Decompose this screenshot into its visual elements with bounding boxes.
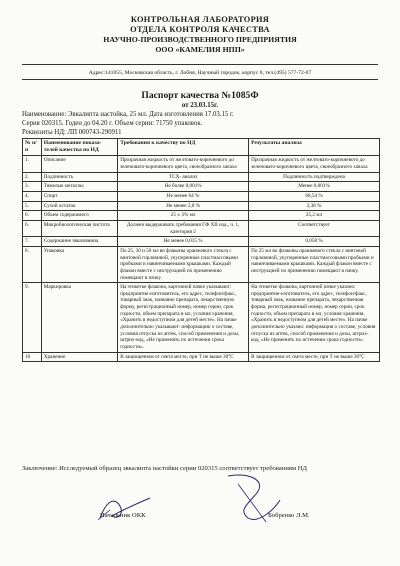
cell-num: 9. bbox=[23, 283, 42, 353]
cell-req: 25 ± 3% мл bbox=[118, 211, 249, 221]
table-row bbox=[23, 211, 380, 221]
cell-res: По 25 мл во флаконы оранжевого стекла с винтовой горловиной, укупоренные пластмассовыми пробками и навинчиваемыми крышками. Каждый флакон вместе с инструкцией по применению помещают в пачку. bbox=[249, 246, 380, 282]
signature-mark-icon bbox=[92, 492, 162, 524]
header-res: Результаты анализа bbox=[249, 139, 380, 156]
cell-req: В защищенном от света месте, при Т не выше 30°С bbox=[118, 352, 249, 362]
cell-name: Описание bbox=[41, 156, 117, 172]
cell-res: 68,54 % bbox=[249, 191, 380, 201]
header-line-2: ОТДЕЛА КОНТРОЛЯ КАЧЕСТВА bbox=[130, 25, 270, 34]
cell-req: Не менее 0,015 % bbox=[118, 237, 249, 247]
table-body bbox=[23, 156, 380, 362]
table-row bbox=[23, 220, 380, 236]
cell-num: 1. bbox=[23, 156, 42, 172]
address-divider bbox=[22, 79, 378, 80]
quality-table bbox=[22, 138, 380, 362]
cell-req: Не менее 64 % bbox=[118, 191, 249, 201]
table-row bbox=[23, 156, 380, 172]
cell-res: На этикетке флакона, картонной пачке указано: предприятие-изготовитель, его адрес, телефон/факс, товарный знак, название препарата, лекарственная форма, регистрационный номер, номер серии, срок годности, объем препарата в мл, условия хранения, «Хранить в недоступном для детей месте». На пачке дополнительно указано: информация о составе, условия отпуска из аптек, способ применения и дозы, штрих-код, «Не применять по истечении срока годности». bbox=[249, 283, 380, 353]
header-num: № п/п bbox=[23, 139, 42, 156]
table-row bbox=[23, 352, 380, 362]
cell-res: Соответствует bbox=[249, 220, 380, 236]
cell-name: Содержание эвкалимина bbox=[41, 237, 117, 247]
document-title: Паспорт качества №1085Ф bbox=[141, 90, 259, 101]
cell-num: 6. bbox=[23, 211, 42, 221]
cell-req: На этикетке флакона, картонной пачке указывают: предприятие-изготовитель, его адрес, телефон/факс, товарный знак, название препарата, лекарственную форму, регистрационный номер, номер серии, срок годности, объем препарата в мл, условия хранения, «Хранить в недоступном для детей месте». На пачке дополнительно указывают: информацию о составе, условия отпуска из аптек, способ применения и дозы, штрих-код, «Не применять по истечении срока годности». bbox=[118, 283, 249, 353]
table-row bbox=[23, 237, 380, 247]
cell-num: 3. bbox=[23, 182, 42, 192]
header-line-1: КОНТРОЛЬНАЯ ЛАБОРАТОРИЯ bbox=[130, 15, 270, 24]
table-row bbox=[23, 191, 380, 201]
cell-name: Подлинность bbox=[41, 172, 117, 182]
cell-res: В защищенном от света месте, при Т не выше 30°С bbox=[249, 352, 380, 362]
cell-res: Подлинность подтверждена bbox=[249, 172, 380, 182]
cell-num: 10 bbox=[23, 352, 42, 362]
table-row bbox=[23, 283, 380, 353]
table-row bbox=[23, 182, 380, 192]
conclusion-text: Заключение: Исследуемый образец эвкалипта настойки серии 020315 соответствует требованиям НД bbox=[22, 465, 307, 472]
cell-num: 8. bbox=[23, 246, 42, 282]
header-req: Требования к качеству по НД bbox=[118, 139, 249, 156]
cell-name: Объем содержимого bbox=[41, 211, 117, 221]
signature-title: Начальник ОКК bbox=[100, 512, 146, 519]
cell-name: Тяжелые металлы bbox=[41, 182, 117, 192]
cell-res: 0,058 % bbox=[249, 237, 380, 247]
cell-req: Не менее 2,0 % bbox=[118, 201, 249, 211]
cell-req: По 25, 30 и 50 мл во флаконы оранжевого стекла с винтовой горловиной, укупоренные пластмассовыми пробками и навинчиваемыми крышками. Каждый флакон вместе с инструкцией по применению помещают в пачку. bbox=[118, 246, 249, 282]
cell-req: ТСХ- анализ bbox=[118, 172, 249, 182]
cell-name: Хранение bbox=[41, 352, 117, 362]
cell-name: Сухой остаток bbox=[41, 201, 117, 211]
table-row bbox=[23, 246, 380, 282]
cell-res: Менее 0,001% bbox=[249, 182, 380, 192]
nd-requisites-line: Реквизиты НД: ЛП 000743-290911 bbox=[22, 129, 122, 136]
cell-req: Должен выдерживать требования ГФ XII изд., ч. 1, категория 2 bbox=[118, 220, 249, 236]
cell-num: 6. bbox=[23, 220, 42, 236]
table-header-row bbox=[23, 139, 380, 156]
table-row bbox=[23, 172, 380, 182]
cell-name: Микробиологическая чистота bbox=[41, 220, 117, 236]
cell-res: 25,2 мл bbox=[249, 211, 380, 221]
cell-name: Упаковка bbox=[41, 246, 117, 282]
cell-name: Маркировка bbox=[41, 283, 117, 353]
cell-name: Спирт bbox=[41, 191, 117, 201]
document-date: от 23.03.15г. bbox=[181, 102, 219, 109]
cell-req: Прозрачная жидкость от желтовато-коричневого до зеленовато-коричневого цвета, своеобразного запаха bbox=[118, 156, 249, 172]
header-line-3: НАУЧНО-ПРОИЗВОДСТВЕННОГО ПРЕДПРИЯТИЯ bbox=[103, 35, 297, 44]
product-name-line: Наименование: Эвкалипта настойка, 25 мл. Дата изготовления 17.03.15 г. bbox=[22, 111, 234, 118]
cell-req: Не более 0,001% bbox=[118, 182, 249, 192]
table-row bbox=[23, 201, 380, 211]
header-name: Наименование показа- телей качества по НД bbox=[41, 139, 117, 156]
cell-res: 2,38 % bbox=[249, 201, 380, 211]
signature-flourish-icon bbox=[208, 470, 298, 530]
cell-res: Прозрачная жидкость от желтовато-коричневого до зеленовато-коричневого цвета, своеобразного запаха bbox=[249, 156, 380, 172]
cell-num: 2. bbox=[23, 172, 42, 182]
signature-name: Бобренко Л.М. bbox=[268, 512, 310, 519]
cell-num: 7. bbox=[23, 237, 42, 247]
header-address: Адрес:141055, Московская область, г. Лобня, Научный городок, корпус 8, тел.(495) 577-72-07 bbox=[88, 70, 312, 76]
header-divider bbox=[22, 64, 378, 65]
header-line-4: ООО «КАМЕЛИЯ НПП» bbox=[155, 45, 245, 54]
cell-num: 5. bbox=[23, 201, 42, 211]
cell-num: 4. bbox=[23, 191, 42, 201]
batch-line: Серия 020315. Годен до 04.20 г. Объем серии: 71750 упаковок. bbox=[22, 120, 203, 127]
